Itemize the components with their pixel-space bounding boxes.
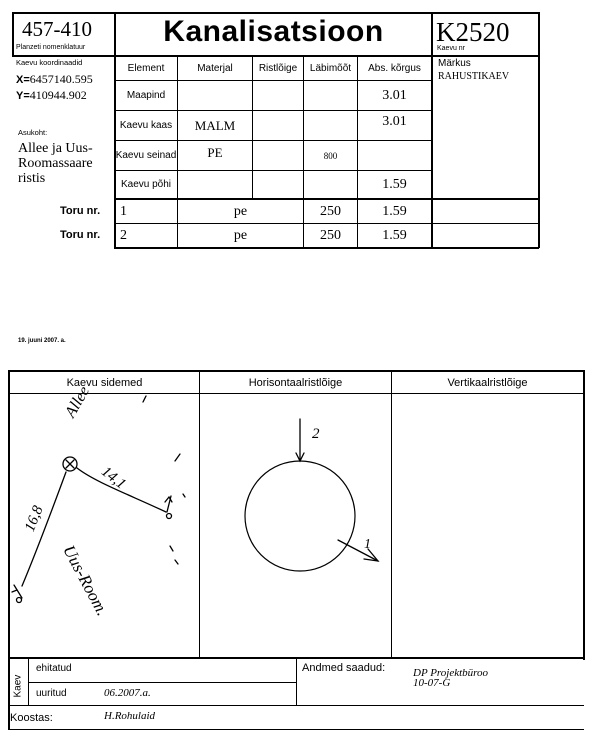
author-value: H.Rohulaid xyxy=(104,710,156,722)
pipe-height: 1.59 xyxy=(382,228,407,243)
pipe-number: 1 xyxy=(120,204,127,219)
pipe-material: pe xyxy=(233,228,248,243)
location-line: Roomassaare xyxy=(18,156,93,171)
location-caption: Asukoht: xyxy=(18,128,48,137)
coord-y-label: Y= xyxy=(16,90,30,102)
col-header-section: Ristlõige xyxy=(258,62,298,74)
pipe-label: Toru nr. xyxy=(60,205,101,217)
pipe-end-icon xyxy=(17,598,22,603)
street-label-allee: Allee xyxy=(62,383,94,421)
studied-label: uuritud xyxy=(36,688,67,699)
well-caption: Kaevu nr xyxy=(437,45,466,52)
well-side-label: Kaev xyxy=(12,674,24,698)
data-source-code: 10-07-G xyxy=(413,677,451,689)
built-label: ehitatud xyxy=(36,663,72,674)
pipe-height: 1.59 xyxy=(382,204,407,219)
col-header-diameter: Läbimõõt xyxy=(309,62,352,74)
pipe-diameter: 250 xyxy=(320,228,341,243)
street-label-uus-room: Uus-Room. xyxy=(59,542,113,619)
row-material: PE xyxy=(207,144,223,160)
pipe-label-1: 1 xyxy=(364,537,371,552)
row-height: 3.01 xyxy=(382,113,407,129)
data-source-value: DP Projektbüroo xyxy=(413,667,489,679)
col-header-material: Materjal xyxy=(197,62,233,74)
pipe-label: Toru nr. xyxy=(60,229,101,241)
row-height: 3.01 xyxy=(382,87,407,103)
sketch-header-links: Kaevu sidemed xyxy=(66,376,143,389)
pipe-label-2: 2 xyxy=(312,426,320,442)
data-source-label: Andmed saadud: xyxy=(302,662,386,674)
location-line: Allee ja Uus- xyxy=(18,141,93,156)
horizontal-section-circle xyxy=(245,461,355,571)
col-header-height: Abs. kõrgus xyxy=(368,62,421,74)
col-header-note: Märkus xyxy=(438,58,471,69)
coord-x-value: 6457140.595 xyxy=(29,72,93,86)
row-material: MALM xyxy=(194,117,236,133)
row-height: 1.59 xyxy=(382,176,407,192)
sheet-caption: Planzeti nomenklatuur xyxy=(16,44,86,51)
sketch-header-vertical: Vertikaalristlõige xyxy=(447,376,528,389)
row-diameter: 800 xyxy=(323,150,338,161)
distance-label-1: 14,1 xyxy=(98,463,129,493)
studied-value: 06.2007.a. xyxy=(104,687,151,699)
pipe-number: 2 xyxy=(120,228,127,243)
date-stamp: 19. juuni 2007. a. xyxy=(18,338,66,344)
note-value: RAHUSTIKAEV xyxy=(438,71,510,82)
distance-label-2: 16,8 xyxy=(22,503,47,534)
pipe-material: pe xyxy=(233,204,248,219)
pipe-end-icon xyxy=(167,514,172,519)
well-number: K2520 xyxy=(436,17,510,47)
page-title: Kanalisatsioon xyxy=(163,15,384,48)
sheet-number: 457-410 xyxy=(22,17,92,41)
author-label: Koostas: xyxy=(10,712,53,724)
row-element: Kaevu kaas xyxy=(119,120,173,131)
coord-x-label: X= xyxy=(16,74,30,86)
col-header-element: Element xyxy=(127,62,165,74)
row-element: Kaevu seinad xyxy=(115,150,177,161)
pipe-diameter: 250 xyxy=(320,204,341,219)
coords-caption: Kaevu koordinaadid xyxy=(16,58,83,67)
row-element: Kaevu põhi xyxy=(120,179,172,190)
row-element: Maapind xyxy=(126,90,166,101)
location-line: ristis xyxy=(18,171,46,186)
coord-y-value: 410944.902 xyxy=(29,88,87,102)
sketch-header-horizontal: Horisontaalristlõige xyxy=(248,376,343,389)
